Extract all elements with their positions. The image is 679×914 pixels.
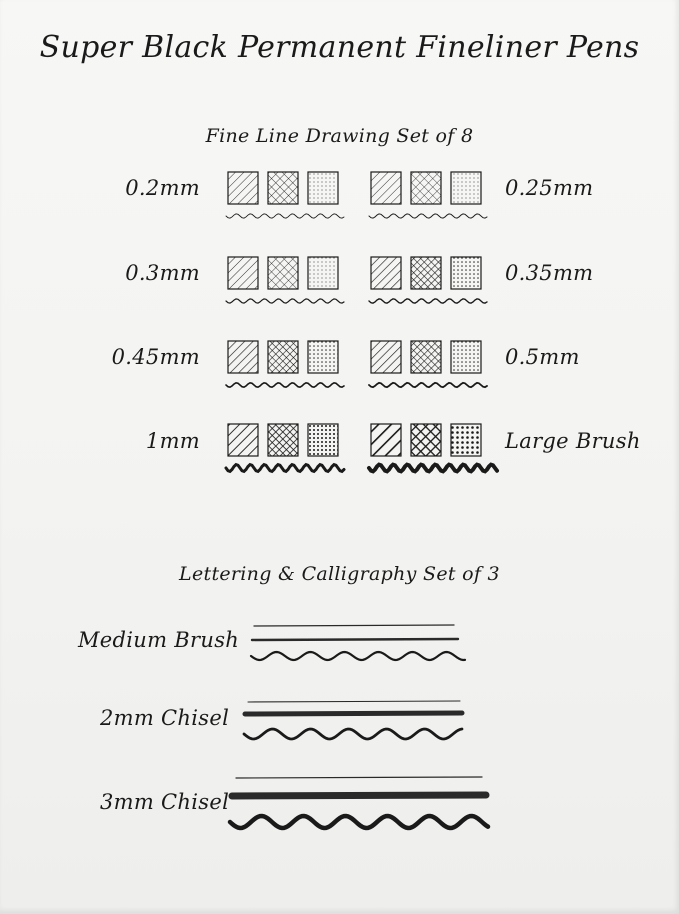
swatch-diag-fill [371,424,401,456]
3mm-chisel-thick-line [232,795,486,796]
medium-brush-thick-line [252,639,458,640]
swatch-diag-fill [228,257,258,289]
sample-wave-line [369,383,487,387]
pen-label-0-25mm: 0.25mm [505,176,594,200]
swatch-cross-fill [268,341,298,373]
swatch-dot-fill [308,257,338,289]
swatch-cross-fill [268,172,298,204]
sample-wave-line [226,465,344,472]
pen-label-0-3mm: 0.3mm [125,261,200,285]
swatch-dot-fill [308,424,338,456]
swatch-diag-fill [228,341,258,373]
medium-brush-wave [251,652,465,660]
pen-label-3mm-chisel: 3mm Chisel [100,790,230,814]
swatch-dot-fill [451,341,481,373]
medium-brush-thin-line [254,625,454,626]
3mm-chisel-wave [230,816,488,828]
2mm-chisel-thin-line [248,701,460,702]
pen-label-1mm: 1mm [145,429,200,453]
sample-wave-line [226,214,344,218]
swatch-dot-fill [308,341,338,373]
swatch-diag-fill [371,172,401,204]
2mm-chisel-wave [244,729,462,739]
pen-label-medium-brush: Medium Brush [78,628,240,652]
swatch-cross-fill [268,424,298,456]
pen-label-0-5mm: 0.5mm [505,345,580,369]
pen-label-large-brush: Large Brush [505,429,641,453]
sample-wave-line [226,383,344,387]
swatch-cross-fill [268,257,298,289]
swatch-dot-fill [308,172,338,204]
pen-label-0-35mm: 0.35mm [505,261,594,285]
lettering-set-heading: Lettering & Calligraphy Set of 3 [179,563,500,585]
pen-label-2mm-chisel: 2mm Chisel [100,706,230,730]
swatch-diag-fill [228,172,258,204]
swatch-diag-fill [228,424,258,456]
page-title: Super Black Permanent Fineliner Pens [39,30,640,65]
swatch-cross-fill [411,172,441,204]
2mm-chisel-thick-line [245,713,462,714]
swatch-cross-fill [411,257,441,289]
sample-wave-line [369,299,487,303]
fine-line-set-heading: Fine Line Drawing Set of 8 [205,125,474,147]
swatch-dot-fill [451,172,481,204]
swatch-diag-fill [371,341,401,373]
swatch-dot-fill [451,424,481,456]
swatch-dot-fill [451,257,481,289]
pen-label-0-45mm: 0.45mm [111,345,200,369]
pen-label-0-2mm: 0.2mm [125,176,200,200]
3mm-chisel-thin-line [236,777,482,778]
swatch-cross-fill [411,341,441,373]
swatch-cross-fill [411,424,441,456]
sample-wave-line [226,299,344,303]
sample-wave-line [369,465,497,472]
sample-wave-line [369,214,487,218]
swatch-diag-fill [371,257,401,289]
